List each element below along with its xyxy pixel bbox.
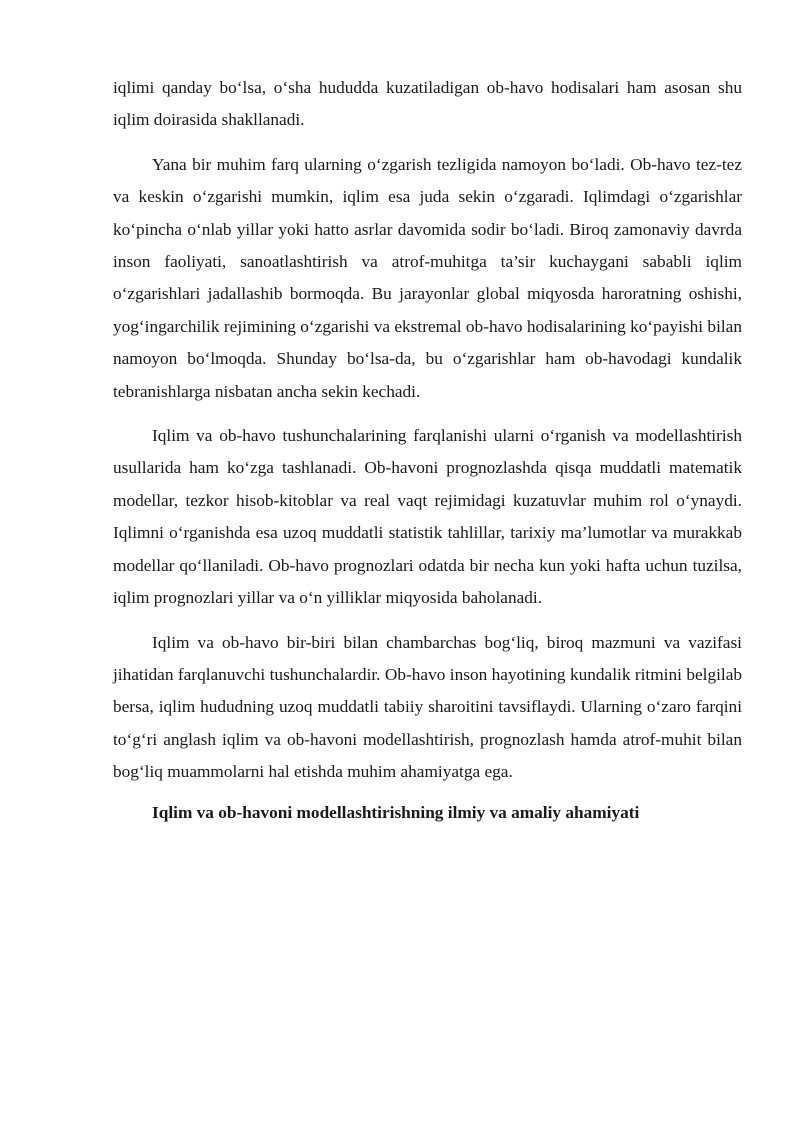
paragraph-modelling-methods: Iqlim va ob-havo tushunchalarining farqlanishi ularni o‘rganish va modellashtirish usullarida ham ko‘zga tashlanadi. Ob-havoni prognozlashda qisqa muddatli matematik modellar, tezkor hisob-kitoblar va real vaqt rejimidagi kuzatuvlar muhim rol o‘ynaydi. Iqlimni o‘rganishda esa uzoq muddatli statistik tahlillar, tarixiy ma’lumotlar va murakkab modellar qo‘llaniladi. Ob-havo prognozlari odatda bir necha kun yoki hafta uchun tuzilsa, iqlim prognozlari yillar va o‘n yilliklar miqyosida baholanadi. — [113, 426, 742, 608]
paragraph-continuation: iqlimi qanday bo‘lsa, o‘sha hududda kuzatiladigan ob-havo hodisalari ham asosan shu iqlim doirasida shakllanadi. — [113, 78, 742, 130]
paragraph-conclusion: Iqlim va ob-havo bir-biri bilan chambarchas bog‘liq, biroq mazmuni va vazifasi jihatidan farqlanuvchi tushunchalardir. Ob-havo inson hayotining kundalik ritmini belgilab bersa, iqlim hududning uzoq muddatli tabiiy sharoitini tavsiflaydi. Ularning o‘zaro farqini to‘g‘ri anglash iqlim va ob-havoni modellashtirish, prognozlash hamda atrof-muhit bilan bog‘liq muammolarni hal etishda muhim ahamiyatga ega. — [113, 632, 742, 782]
document-page — [113, 72, 742, 829]
paragraph-change-speed: Yana bir muhim farq ularning o‘zgarish tezligida namoyon bo‘ladi. Ob-havo tez-tez va keskin o‘zgarishi mumkin, iqlim esa juda sekin o‘zgaradi. Iqlimdagi o‘zgarishlar ko‘pincha o‘nlab yillar yoki hatto asrlar davomida sodir bo‘ladi. Biroq zamonaviy davrda inson faoliyati, sanoatlashtirish va atrof-muhitga ta’sir kuchaygani sababli iqlim o‘zgarishlari jadallashib bormoqda. Bu jarayonlar global miqyosda haroratning oshishi, yog‘ingarchilik rejimining o‘zgarishi va ekstremal ob-havo hodisalarining ko‘payishi bilan namoyon bo‘lmoqda. Shunday bo‘lsa-da, bu o‘zgarishlar ham ob-havodagi kundalik tebranishlarga nisbatan ancha sekin kechadi. — [113, 154, 742, 401]
section-heading: Iqlim va ob-havoni modellashtirishning ilmiy va amaliy ahamiyati — [152, 802, 640, 822]
